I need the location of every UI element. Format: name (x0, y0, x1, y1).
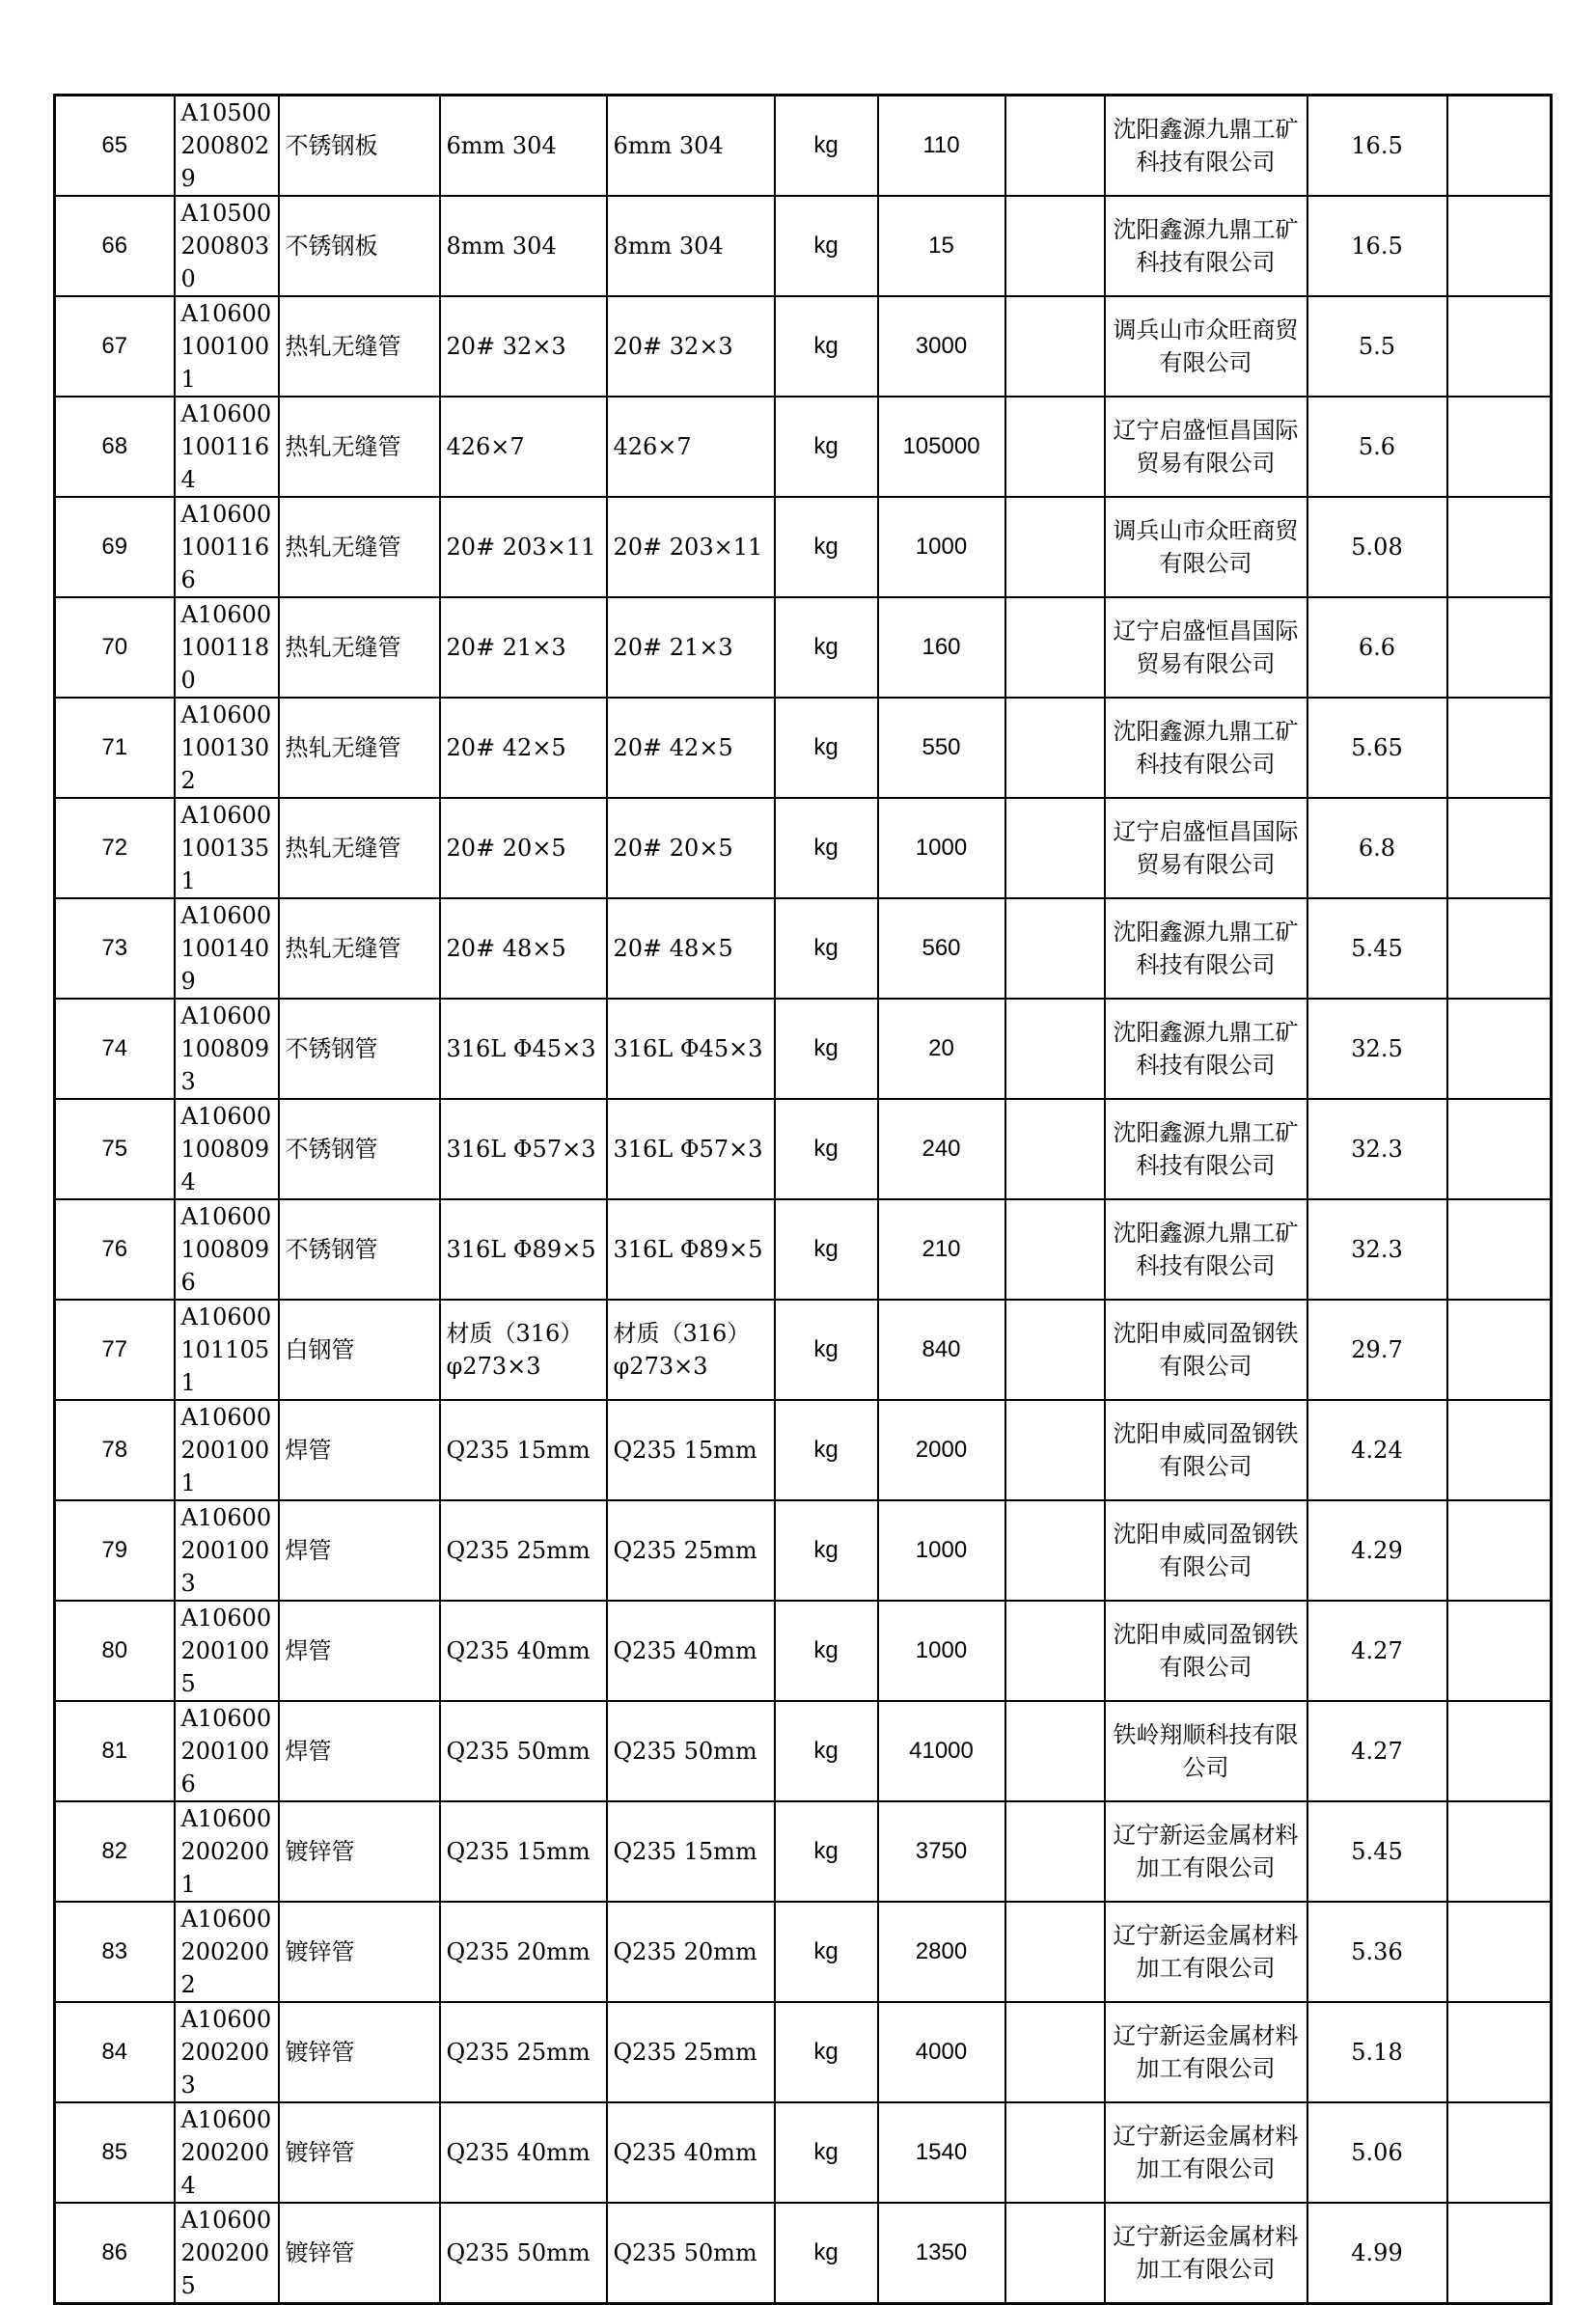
cell-model: Q235 25mm (607, 2002, 775, 2102)
cell-seq: 71 (55, 698, 175, 798)
cell-seq: 68 (55, 397, 175, 497)
cell-note (1447, 2203, 1552, 2304)
cell-note (1447, 96, 1552, 197)
cell-supplier: 辽宁新运金属材料加工有限公司 (1105, 2002, 1307, 2102)
cell-unit-price: 29.7 (1307, 1300, 1447, 1400)
cell-material-code: A106002002004 (175, 2102, 279, 2203)
cell-note (1447, 397, 1552, 497)
cell-model: Q235 40mm (607, 2102, 775, 2203)
cell-material-name: 不锈钢管 (279, 999, 440, 1099)
cell-quantity: 20 (878, 999, 1005, 1099)
cell-quantity: 2800 (878, 1902, 1005, 2002)
cell-supplier: 辽宁启盛恒昌国际贸易有限公司 (1105, 597, 1307, 698)
cell-supplier: 辽宁启盛恒昌国际贸易有限公司 (1105, 397, 1307, 497)
cell-supplier: 辽宁新运金属材料加工有限公司 (1105, 1902, 1307, 2002)
cell-material-code: A106001001164 (175, 397, 279, 497)
cell-unit: kg (775, 96, 878, 197)
cell-seq: 82 (55, 1801, 175, 1902)
table-row (55, 999, 1552, 1099)
cell-material-name: 白钢管 (279, 1300, 440, 1400)
cell-model: 材质（316）φ273×3 (607, 1300, 775, 1400)
cell-seq: 65 (55, 96, 175, 197)
cell-note (1447, 1300, 1552, 1400)
cell-unit: kg (775, 698, 878, 798)
cell-material-code: A106001001180 (175, 597, 279, 698)
cell-note (1447, 1701, 1552, 1801)
table-row (55, 798, 1552, 898)
cell-specification: 20# 21×3 (440, 597, 607, 698)
cell-quantity: 105000 (878, 397, 1005, 497)
cell-seq: 74 (55, 999, 175, 1099)
cell-unit: kg (775, 999, 878, 1099)
cell-remark (1005, 1801, 1105, 1902)
cell-material-name: 热轧无缝管 (279, 798, 440, 898)
cell-material-name: 不锈钢板 (279, 96, 440, 197)
table-row (55, 2002, 1552, 2102)
cell-remark (1005, 1701, 1105, 1801)
cell-material-name: 镀锌管 (279, 2203, 440, 2304)
cell-specification: Q235 50mm (440, 1701, 607, 1801)
table-row (55, 397, 1552, 497)
cell-model: 20# 48×5 (607, 898, 775, 999)
cell-model: 316L Φ89×5 (607, 1199, 775, 1300)
cell-note (1447, 798, 1552, 898)
cell-model: Q235 15mm (607, 1801, 775, 1902)
cell-model: 20# 20×5 (607, 798, 775, 898)
cell-unit-price: 5.06 (1307, 2102, 1447, 2203)
cell-supplier: 调兵山市众旺商贸有限公司 (1105, 296, 1307, 397)
cell-model: Q235 20mm (607, 1902, 775, 2002)
cell-remark (1005, 1300, 1105, 1400)
cell-seq: 77 (55, 1300, 175, 1400)
cell-remark (1005, 397, 1105, 497)
cell-quantity: 110 (878, 96, 1005, 197)
cell-note (1447, 898, 1552, 999)
cell-unit-price: 5.08 (1307, 497, 1447, 597)
cell-unit-price: 4.24 (1307, 1400, 1447, 1500)
cell-model: 316L Φ57×3 (607, 1099, 775, 1199)
cell-material-name: 不锈钢管 (279, 1099, 440, 1199)
cell-remark (1005, 2203, 1105, 2304)
cell-specification: 20# 42×5 (440, 698, 607, 798)
cell-unit: kg (775, 1199, 878, 1300)
cell-seq: 72 (55, 798, 175, 898)
cell-note (1447, 1902, 1552, 2002)
cell-unit: kg (775, 1500, 878, 1601)
cell-model: 426×7 (607, 397, 775, 497)
cell-supplier: 辽宁新运金属材料加工有限公司 (1105, 2203, 1307, 2304)
cell-supplier: 沈阳鑫源九鼎工矿科技有限公司 (1105, 96, 1307, 197)
cell-note (1447, 597, 1552, 698)
cell-unit: kg (775, 898, 878, 999)
cell-material-name: 镀锌管 (279, 1801, 440, 1902)
cell-quantity: 240 (878, 1099, 1005, 1199)
table-row (55, 1400, 1552, 1500)
cell-material-name: 不锈钢管 (279, 1199, 440, 1300)
cell-material-name: 焊管 (279, 1500, 440, 1601)
cell-unit: kg (775, 1601, 878, 1701)
cell-material-code: A106001001302 (175, 698, 279, 798)
cell-unit: kg (775, 597, 878, 698)
cell-seq: 85 (55, 2102, 175, 2203)
cell-unit: kg (775, 2102, 878, 2203)
cell-model: Q235 50mm (607, 1701, 775, 1801)
cell-model: 20# 21×3 (607, 597, 775, 698)
cell-supplier: 沈阳申威同盈钢铁有限公司 (1105, 1400, 1307, 1500)
cell-specification: Q235 50mm (440, 2203, 607, 2304)
cell-specification: Q235 40mm (440, 1601, 607, 1701)
table-row (55, 1701, 1552, 1801)
cell-model: Q235 40mm (607, 1601, 775, 1701)
cell-material-name: 镀锌管 (279, 2102, 440, 2203)
cell-material-name: 热轧无缝管 (279, 898, 440, 999)
cell-supplier: 沈阳鑫源九鼎工矿科技有限公司 (1105, 1199, 1307, 1300)
cell-unit: kg (775, 497, 878, 597)
cell-unit-price: 4.27 (1307, 1701, 1447, 1801)
cell-supplier: 调兵山市众旺商贸有限公司 (1105, 497, 1307, 597)
cell-supplier: 铁岭翔顺科技有限公司 (1105, 1701, 1307, 1801)
cell-supplier: 辽宁新运金属材料加工有限公司 (1105, 1801, 1307, 1902)
cell-material-code: A105002008029 (175, 96, 279, 197)
cell-quantity: 550 (878, 698, 1005, 798)
cell-unit: kg (775, 2203, 878, 2304)
cell-model: 316L Φ45×3 (607, 999, 775, 1099)
cell-unit-price: 4.99 (1307, 2203, 1447, 2304)
cell-unit-price: 16.5 (1307, 196, 1447, 296)
cell-quantity: 560 (878, 898, 1005, 999)
cell-note (1447, 999, 1552, 1099)
cell-unit: kg (775, 296, 878, 397)
cell-material-name: 焊管 (279, 1601, 440, 1701)
cell-quantity: 840 (878, 1300, 1005, 1400)
cell-remark (1005, 1199, 1105, 1300)
cell-unit: kg (775, 1099, 878, 1199)
cell-material-code: A106002001001 (175, 1400, 279, 1500)
cell-supplier: 沈阳申威同盈钢铁有限公司 (1105, 1500, 1307, 1601)
cell-supplier: 沈阳鑫源九鼎工矿科技有限公司 (1105, 1099, 1307, 1199)
cell-material-code: A106001001001 (175, 296, 279, 397)
table-row (55, 497, 1552, 597)
cell-quantity: 15 (878, 196, 1005, 296)
cell-material-name: 热轧无缝管 (279, 497, 440, 597)
table-row (55, 1902, 1552, 2002)
cell-unit-price: 32.5 (1307, 999, 1447, 1099)
cell-unit-price: 5.5 (1307, 296, 1447, 397)
cell-note (1447, 1500, 1552, 1601)
cell-unit-price: 5.65 (1307, 698, 1447, 798)
cell-note (1447, 1801, 1552, 1902)
cell-remark (1005, 96, 1105, 197)
cell-note (1447, 196, 1552, 296)
cell-supplier: 沈阳鑫源九鼎工矿科技有限公司 (1105, 999, 1307, 1099)
cell-material-code: A106002002002 (175, 1902, 279, 2002)
cell-quantity: 1000 (878, 1500, 1005, 1601)
cell-quantity: 210 (878, 1199, 1005, 1300)
cell-unit: kg (775, 397, 878, 497)
cell-unit: kg (775, 1902, 878, 2002)
cell-remark (1005, 999, 1105, 1099)
cell-seq: 81 (55, 1701, 175, 1801)
cell-material-name: 镀锌管 (279, 2002, 440, 2102)
cell-remark (1005, 2102, 1105, 2203)
price-table (53, 94, 1553, 2305)
cell-material-code: A106001001351 (175, 798, 279, 898)
cell-unit-price: 5.18 (1307, 2002, 1447, 2102)
cell-material-code: A106002001006 (175, 1701, 279, 1801)
cell-specification: 316L Φ89×5 (440, 1199, 607, 1300)
cell-specification: 20# 32×3 (440, 296, 607, 397)
cell-model: 20# 32×3 (607, 296, 775, 397)
cell-specification: 20# 20×5 (440, 798, 607, 898)
cell-material-code: A106001008093 (175, 999, 279, 1099)
cell-note (1447, 497, 1552, 597)
cell-quantity: 3750 (878, 1801, 1005, 1902)
cell-quantity: 1540 (878, 2102, 1005, 2203)
cell-model: Q235 50mm (607, 2203, 775, 2304)
cell-specification: 426×7 (440, 397, 607, 497)
cell-specification: 8mm 304 (440, 196, 607, 296)
cell-material-name: 热轧无缝管 (279, 597, 440, 698)
cell-quantity: 160 (878, 597, 1005, 698)
table-row (55, 1601, 1552, 1701)
cell-unit-price: 6.8 (1307, 798, 1447, 898)
cell-supplier: 辽宁启盛恒昌国际贸易有限公司 (1105, 798, 1307, 898)
cell-material-code: A106002002005 (175, 2203, 279, 2304)
cell-specification: Q235 15mm (440, 1801, 607, 1902)
cell-material-code: A106001008094 (175, 1099, 279, 1199)
cell-material-code: A106001008096 (175, 1199, 279, 1300)
cell-seq: 75 (55, 1099, 175, 1199)
cell-unit: kg (775, 1300, 878, 1400)
cell-seq: 70 (55, 597, 175, 698)
cell-seq: 84 (55, 2002, 175, 2102)
cell-remark (1005, 698, 1105, 798)
cell-material-name: 不锈钢板 (279, 196, 440, 296)
cell-seq: 78 (55, 1400, 175, 1500)
cell-remark (1005, 196, 1105, 296)
cell-specification: 6mm 304 (440, 96, 607, 197)
cell-seq: 79 (55, 1500, 175, 1601)
cell-quantity: 2000 (878, 1400, 1005, 1500)
cell-material-code: A105002008030 (175, 196, 279, 296)
cell-note (1447, 698, 1552, 798)
cell-remark (1005, 296, 1105, 397)
cell-material-code: A106001001409 (175, 898, 279, 999)
cell-note (1447, 1601, 1552, 1701)
cell-material-code: A106002002003 (175, 2002, 279, 2102)
cell-material-code: A106002001003 (175, 1500, 279, 1601)
cell-unit: kg (775, 1400, 878, 1500)
cell-specification: Q235 20mm (440, 1902, 607, 2002)
cell-specification: 316L Φ57×3 (440, 1099, 607, 1199)
cell-unit: kg (775, 1701, 878, 1801)
cell-unit: kg (775, 1801, 878, 1902)
table-row (55, 1801, 1552, 1902)
cell-seq: 73 (55, 898, 175, 999)
cell-remark (1005, 2002, 1105, 2102)
cell-material-code: A106001001166 (175, 497, 279, 597)
cell-model: 8mm 304 (607, 196, 775, 296)
cell-material-code: A106002001005 (175, 1601, 279, 1701)
cell-remark (1005, 798, 1105, 898)
cell-quantity: 41000 (878, 1701, 1005, 1801)
cell-unit-price: 5.45 (1307, 1801, 1447, 1902)
cell-specification: Q235 25mm (440, 2002, 607, 2102)
cell-specification: 材质（316）φ273×3 (440, 1300, 607, 1400)
cell-material-name: 热轧无缝管 (279, 296, 440, 397)
cell-note (1447, 2002, 1552, 2102)
cell-supplier: 沈阳鑫源九鼎工矿科技有限公司 (1105, 898, 1307, 999)
cell-remark (1005, 597, 1105, 698)
cell-seq: 86 (55, 2203, 175, 2304)
cell-quantity: 1000 (878, 1601, 1005, 1701)
cell-note (1447, 2102, 1552, 2203)
cell-unit-price: 4.27 (1307, 1601, 1447, 1701)
cell-remark (1005, 497, 1105, 597)
cell-supplier: 沈阳鑫源九鼎工矿科技有限公司 (1105, 698, 1307, 798)
table-row (55, 1300, 1552, 1400)
table-row (55, 96, 1552, 197)
cell-note (1447, 1199, 1552, 1300)
cell-unit-price: 32.3 (1307, 1199, 1447, 1300)
cell-seq: 67 (55, 296, 175, 397)
table-row (55, 296, 1552, 397)
cell-material-name: 热轧无缝管 (279, 397, 440, 497)
cell-material-name: 焊管 (279, 1400, 440, 1500)
table-row (55, 1199, 1552, 1300)
cell-specification: 316L Φ45×3 (440, 999, 607, 1099)
table-row (55, 2102, 1552, 2203)
table-row (55, 698, 1552, 798)
cell-supplier: 沈阳鑫源九鼎工矿科技有限公司 (1105, 196, 1307, 296)
cell-quantity: 1000 (878, 497, 1005, 597)
cell-remark (1005, 1400, 1105, 1500)
table-row (55, 1099, 1552, 1199)
cell-seq: 76 (55, 1199, 175, 1300)
cell-supplier: 辽宁新运金属材料加工有限公司 (1105, 2102, 1307, 2203)
cell-unit-price: 5.36 (1307, 1902, 1447, 2002)
cell-material-name: 热轧无缝管 (279, 698, 440, 798)
cell-model: 20# 203×11 (607, 497, 775, 597)
table-row (55, 597, 1552, 698)
cell-material-code: A106001011051 (175, 1300, 279, 1400)
cell-specification: Q235 40mm (440, 2102, 607, 2203)
table-row (55, 196, 1552, 296)
cell-material-name: 焊管 (279, 1701, 440, 1801)
cell-remark (1005, 1902, 1105, 2002)
cell-seq: 66 (55, 196, 175, 296)
cell-remark (1005, 1601, 1105, 1701)
cell-remark (1005, 898, 1105, 999)
cell-unit: kg (775, 798, 878, 898)
cell-quantity: 1350 (878, 2203, 1005, 2304)
table-row (55, 2203, 1552, 2304)
cell-remark (1005, 1500, 1105, 1601)
cell-note (1447, 1099, 1552, 1199)
cell-specification: Q235 25mm (440, 1500, 607, 1601)
cell-model: Q235 25mm (607, 1500, 775, 1601)
cell-unit-price: 5.6 (1307, 397, 1447, 497)
cell-unit-price: 4.29 (1307, 1500, 1447, 1601)
cell-quantity: 1000 (878, 798, 1005, 898)
cell-material-name: 镀锌管 (279, 1902, 440, 2002)
cell-unit-price: 6.6 (1307, 597, 1447, 698)
cell-unit-price: 32.3 (1307, 1099, 1447, 1199)
cell-material-code: A106002002001 (175, 1801, 279, 1902)
cell-supplier: 沈阳申威同盈钢铁有限公司 (1105, 1300, 1307, 1400)
cell-unit-price: 5.45 (1307, 898, 1447, 999)
cell-model: 20# 42×5 (607, 698, 775, 798)
cell-note (1447, 1400, 1552, 1500)
cell-unit-price: 16.5 (1307, 96, 1447, 197)
cell-quantity: 3000 (878, 296, 1005, 397)
table-row (55, 898, 1552, 999)
cell-supplier: 沈阳申威同盈钢铁有限公司 (1105, 1601, 1307, 1701)
cell-quantity: 4000 (878, 2002, 1005, 2102)
cell-note (1447, 296, 1552, 397)
cell-seq: 80 (55, 1601, 175, 1701)
cell-specification: Q235 15mm (440, 1400, 607, 1500)
cell-remark (1005, 1099, 1105, 1199)
cell-seq: 69 (55, 497, 175, 597)
cell-specification: 20# 203×11 (440, 497, 607, 597)
cell-seq: 83 (55, 1902, 175, 2002)
table-row (55, 1500, 1552, 1601)
cell-specification: 20# 48×5 (440, 898, 607, 999)
cell-model: 6mm 304 (607, 96, 775, 197)
cell-unit: kg (775, 2002, 878, 2102)
cell-model: Q235 15mm (607, 1400, 775, 1500)
cell-unit: kg (775, 196, 878, 296)
